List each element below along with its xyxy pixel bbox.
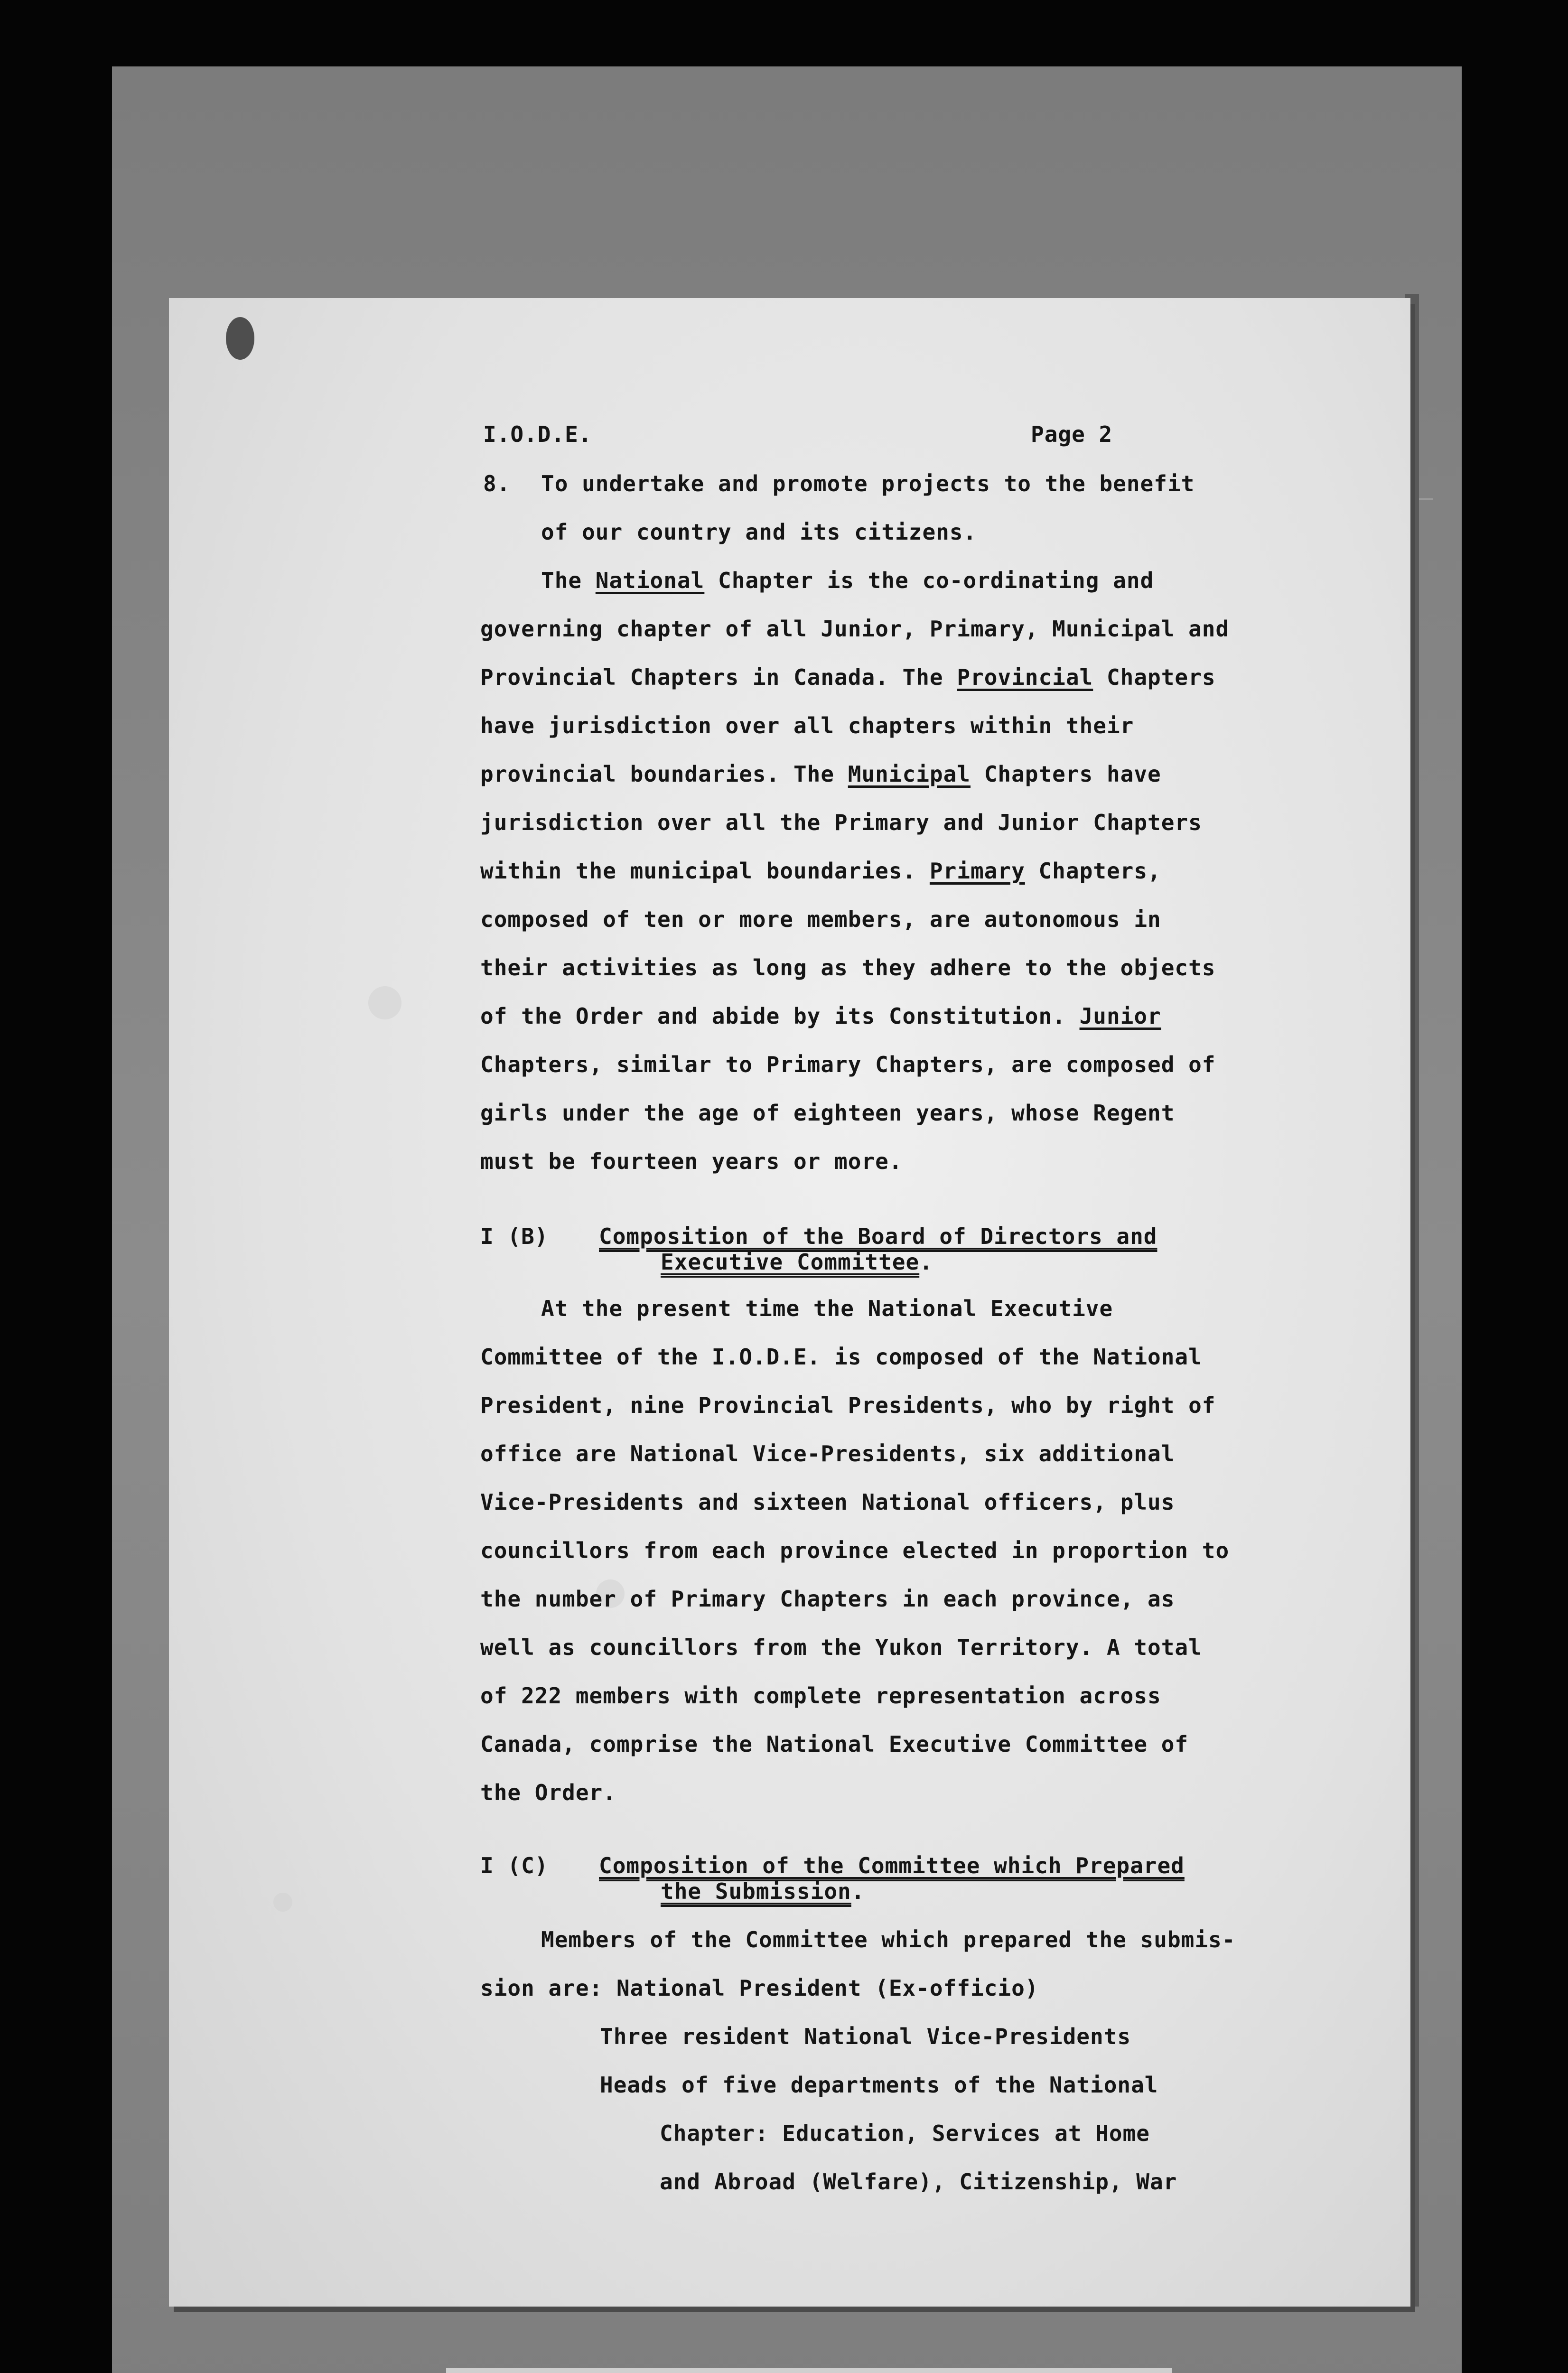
paragraph-line: well as councillors from the Yukon Territory. A total [480, 1635, 1202, 1660]
dust-spot [368, 986, 401, 1019]
section-heading: Composition of the Committee which Prepared [599, 1853, 1185, 1878]
paragraph-line: Chapters, similar to Primary Chapters, are composed of [480, 1052, 1216, 1077]
item-number: 8. [483, 471, 511, 496]
section-number: I (C) [480, 1853, 549, 1878]
paragraph-line: Committee of the I.O.D.E. is composed of the National [480, 1344, 1202, 1370]
paragraph-line: girls under the age of eighteen years, whose Regent [480, 1100, 1175, 1126]
paragraph-line: jurisdiction over all the Primary and Junior Chapters [480, 810, 1202, 835]
paragraph-line: councillors from each province elected in proportion to [480, 1538, 1230, 1563]
dust-spot [273, 1893, 292, 1912]
paragraph-line: sion are: National President (Ex-officio) [480, 1975, 1039, 2001]
paragraph-line: within the municipal boundaries. Primary Chapters, [480, 858, 1161, 884]
paragraph-line: President, nine Provincial Presidents, who by right of [480, 1392, 1216, 1418]
paragraph-line: composed of ten or more members, are autonomous in [480, 906, 1161, 932]
item-line: To undertake and promote projects to the benefit [541, 471, 1195, 496]
underlined-word: Primary [929, 858, 1025, 884]
ink-smudge [226, 317, 254, 360]
paragraph-line: the Order. [480, 1780, 616, 1805]
paragraph-line: of 222 members with complete representation across [480, 1683, 1161, 1709]
underlined-word: Junior [1079, 1003, 1161, 1029]
section-heading: the Submission. [661, 1878, 865, 1904]
item-line: of our country and its citizens. [541, 519, 977, 545]
archive-reference-label [446, 2368, 1172, 2373]
paragraph-line: of the Order and abide by its Constitution. Junior [480, 1003, 1161, 1029]
section-heading: Executive Committee. [661, 1249, 933, 1275]
section-heading: Composition of the Board of Directors and [599, 1224, 1157, 1249]
paragraph-line: Vice-Presidents and sixteen National officers, plus [480, 1489, 1175, 1515]
paragraph-line: Heads of five departments of the National [600, 2072, 1158, 2098]
paragraph-line: Three resident National Vice-Presidents [600, 2024, 1131, 2049]
paragraph-line: Canada, comprise the National Executive Committee of [480, 1731, 1189, 1757]
paragraph-line: must be fourteen years or more. [480, 1149, 903, 1174]
underlined-word: National [595, 568, 705, 593]
page-number: Page 2 [1031, 421, 1113, 447]
header-org: I.O.D.E. [483, 421, 592, 447]
paragraph-line: and Abroad (Welfare), Citizenship, War [660, 2169, 1177, 2195]
paragraph-line: the number of Primary Chapters in each province, as [480, 1586, 1175, 1612]
paragraph-line: provincial boundaries. The Municipal Chapters have [480, 761, 1161, 787]
paragraph-line: have jurisdiction over all chapters within their [480, 713, 1134, 738]
paragraph-line: The National Chapter is the co-ordinating and [541, 568, 1154, 593]
paragraph-line: Members of the Committee which prepared the submis- [541, 1927, 1236, 1953]
paragraph-line: At the present time the National Executive [541, 1296, 1113, 1321]
paragraph-line: Chapter: Education, Services at Home [660, 2121, 1150, 2146]
section-number: I (B) [480, 1224, 549, 1249]
paragraph-line: office are National Vice-Presidents, six additional [480, 1441, 1175, 1467]
underlined-word: Provincial [957, 664, 1093, 690]
paragraph-line: governing chapter of all Junior, Primary, Municipal and [480, 616, 1230, 642]
paragraph-line: their activities as long as they adhere to the objects [480, 955, 1216, 981]
underlined-word: Municipal [848, 761, 971, 787]
paragraph-line: Provincial Chapters in Canada. The Provincial Chapters [480, 664, 1216, 690]
